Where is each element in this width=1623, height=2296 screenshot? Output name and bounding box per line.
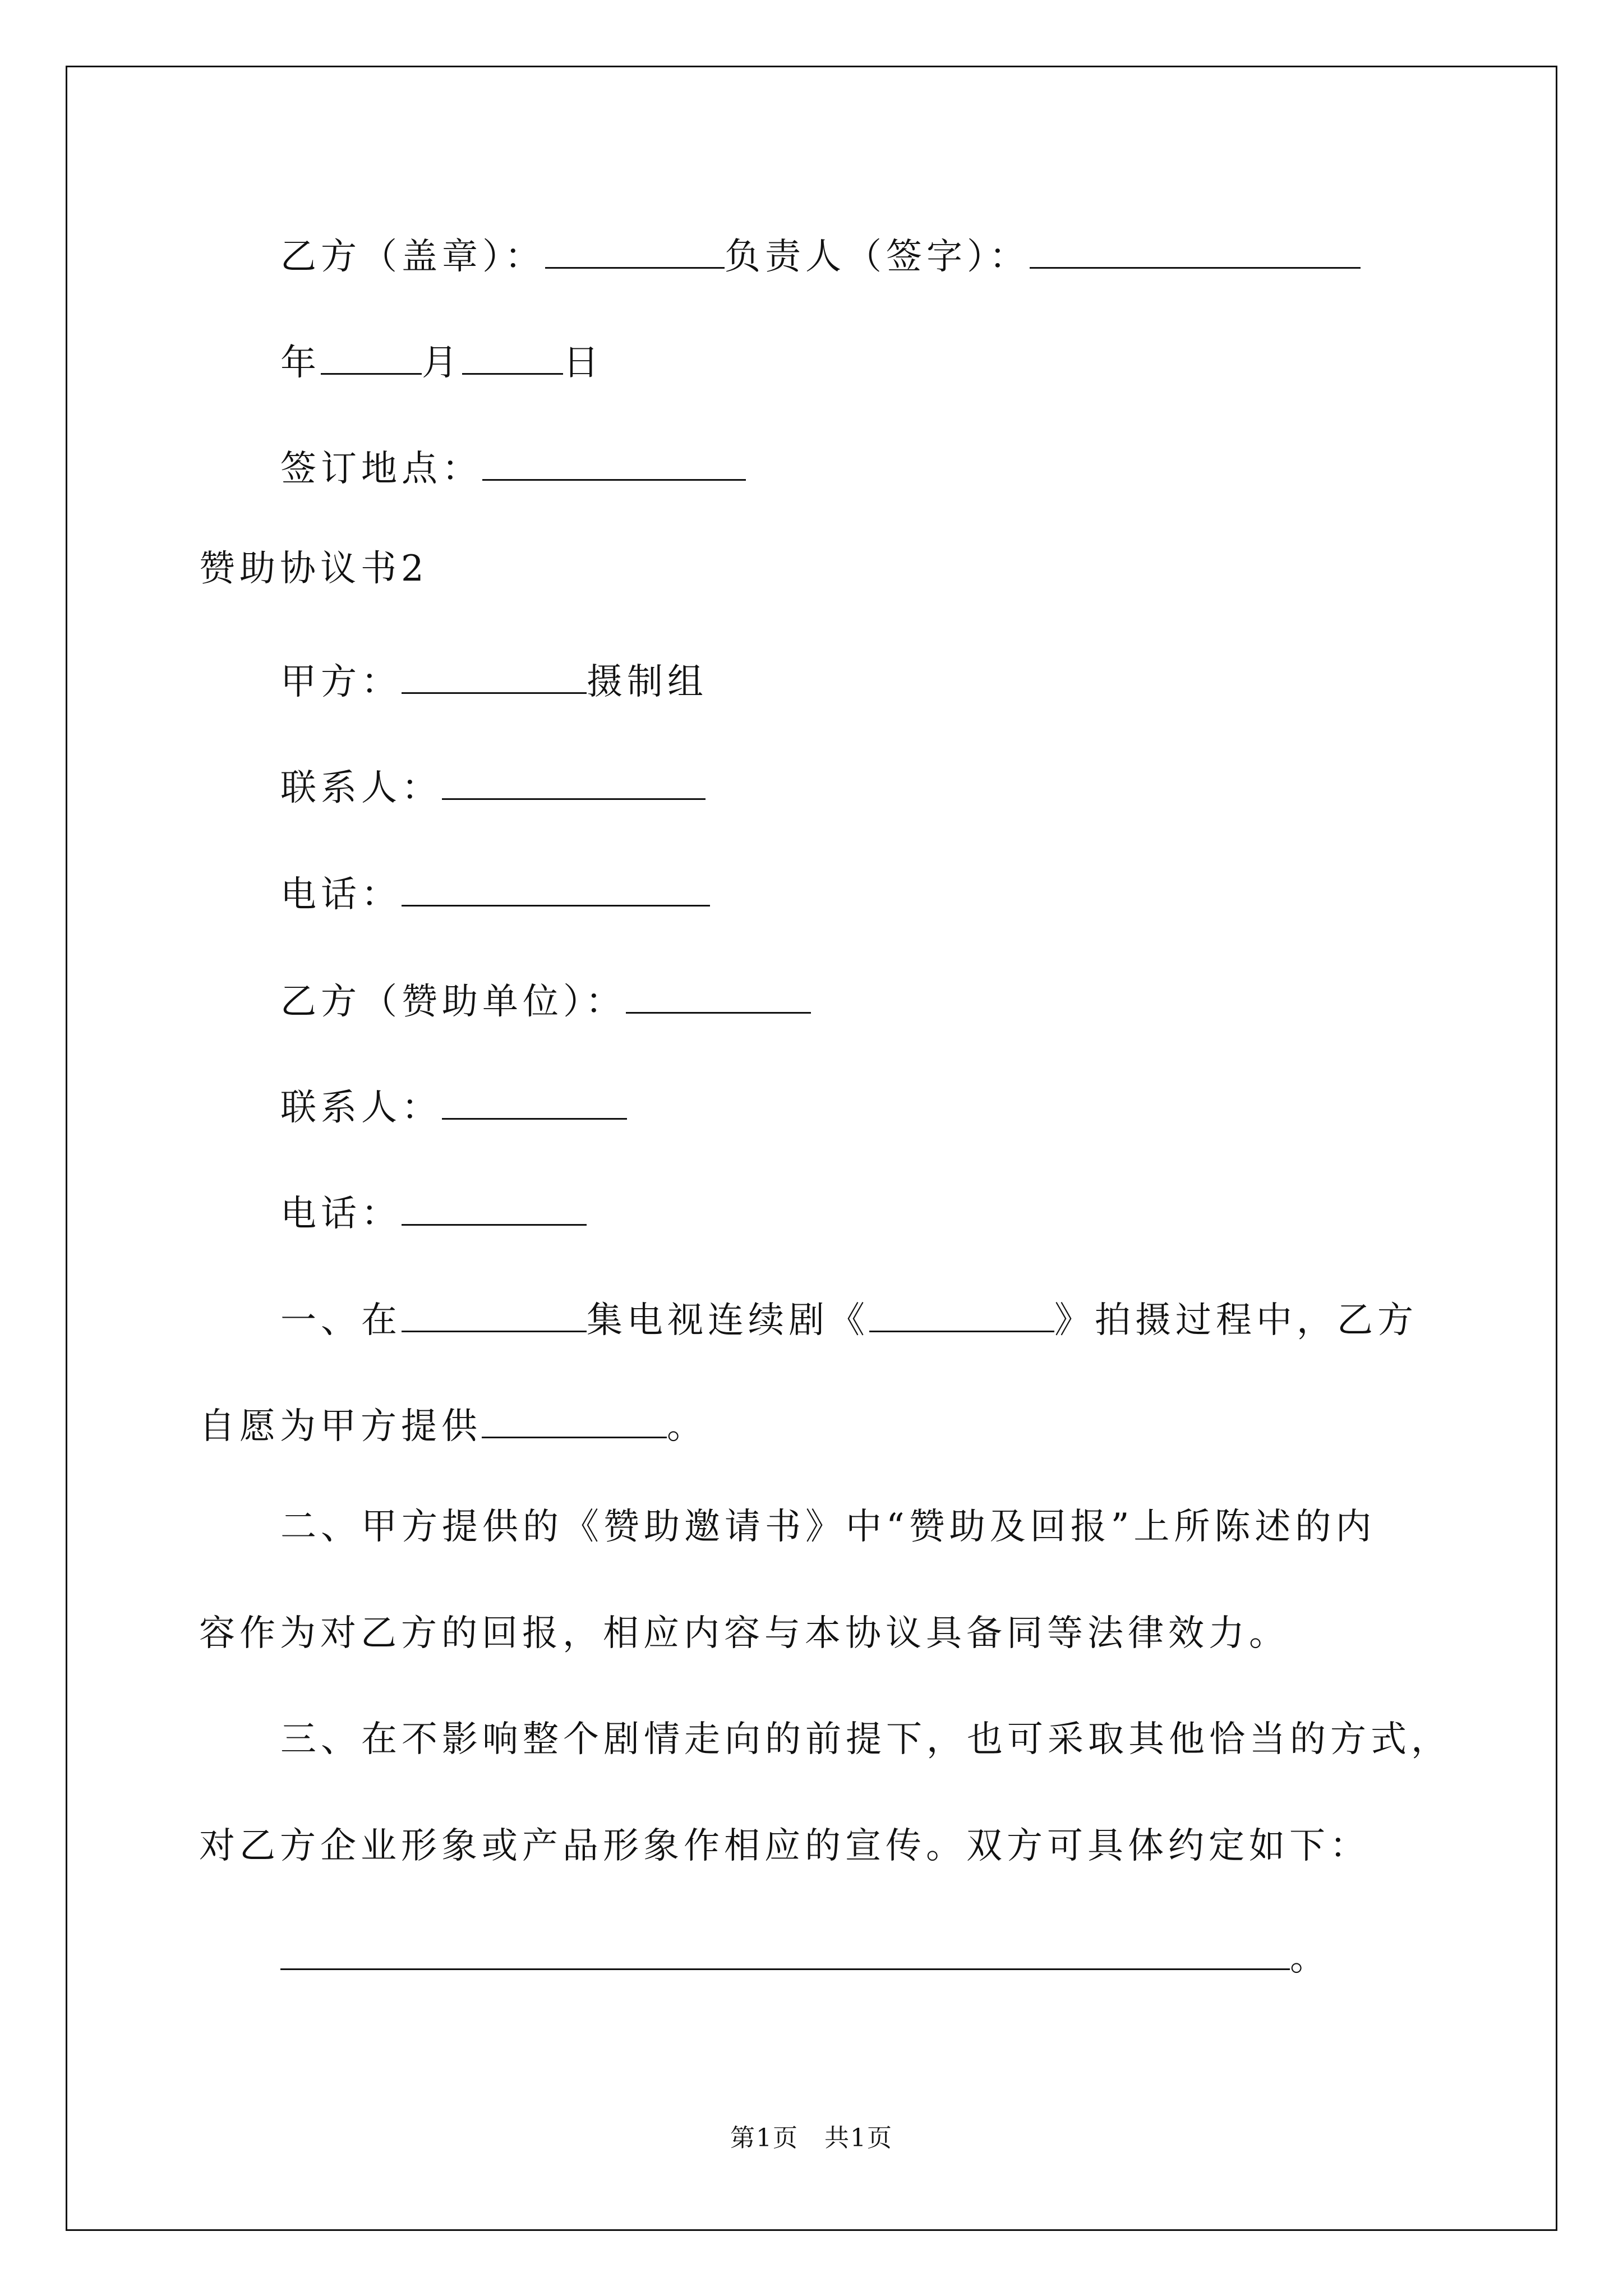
doc-line	[199, 1613, 1289, 1654]
doc-line	[199, 1825, 1370, 1867]
line-text: 。	[667, 1405, 707, 1447]
doc-line	[280, 1506, 1376, 1548]
line-text: 负责人（签字）：	[725, 236, 1030, 278]
fill-in-blank	[482, 1402, 667, 1438]
page-footer: 第1页 共1页	[730, 2124, 893, 2152]
doc-line	[280, 978, 811, 1023]
doc-line	[280, 1719, 1451, 1760]
section-title	[199, 548, 428, 590]
fill-in-blank	[321, 339, 422, 375]
line-text: 联系人：	[280, 767, 442, 809]
line-text: 自愿为甲方提供	[199, 1405, 482, 1447]
line-text: 二、甲方提供的《赞助邀请书》中“赞助及回报”上所陈述的内	[280, 1506, 1376, 1548]
line-text: 日	[563, 342, 603, 384]
fill-in-blank	[280, 1934, 1290, 1970]
doc-line	[280, 233, 1361, 278]
fill-in-blank	[402, 871, 710, 907]
doc-line	[280, 1934, 1330, 1979]
doc-line	[199, 1402, 707, 1447]
line-text: 乙方（盖章）：	[280, 236, 545, 278]
fill-in-blank	[869, 1296, 1054, 1332]
line-text: 摄制组	[587, 661, 708, 703]
doc-line	[280, 1190, 587, 1235]
line-text: 一、在	[280, 1299, 402, 1341]
line-text: 乙方（赞助单位）：	[280, 981, 626, 1023]
line-text: 电话：	[280, 873, 402, 915]
fill-in-blank	[402, 1190, 587, 1226]
doc-line	[280, 871, 710, 913]
fill-in-blank	[1030, 233, 1361, 269]
line-text: 集电视连续剧《	[587, 1299, 869, 1341]
doc-line	[280, 1296, 1418, 1341]
doc-line	[280, 445, 746, 490]
fill-in-blank	[482, 445, 746, 481]
doc-line	[280, 1084, 627, 1129]
fill-in-blank	[442, 1084, 627, 1120]
line-text: 赞助协议书2	[199, 548, 428, 590]
line-text: 月	[422, 342, 462, 384]
line-text: 对乙方企业形象或产品形象作相应的宣传。双方可具体约定如下：	[199, 1825, 1370, 1867]
fill-in-blank	[442, 764, 706, 800]
fill-in-blank	[402, 1296, 587, 1332]
line-text: 》拍摄过程中，乙方	[1054, 1299, 1418, 1341]
line-text: 电话：	[280, 1193, 402, 1235]
fill-in-blank	[402, 658, 587, 694]
line-text: 年	[280, 342, 321, 384]
line-text: 三、在不影响整个剧情走向的前提下，也可采取其他恰当的方式，	[280, 1719, 1451, 1760]
doc-line	[280, 658, 708, 703]
doc-line	[280, 764, 706, 809]
fill-in-blank	[545, 233, 725, 269]
line-text: 。	[1290, 1937, 1330, 1979]
doc-line	[280, 339, 603, 384]
line-text: 联系人：	[280, 1087, 442, 1129]
fill-in-blank	[462, 339, 563, 375]
line-text: 甲方：	[280, 661, 402, 703]
line-text: 容作为对乙方的回报，相应内容与本协议具备同等法律效力。	[199, 1613, 1289, 1654]
line-text: 签订地点：	[280, 448, 482, 490]
fill-in-blank	[626, 978, 811, 1014]
